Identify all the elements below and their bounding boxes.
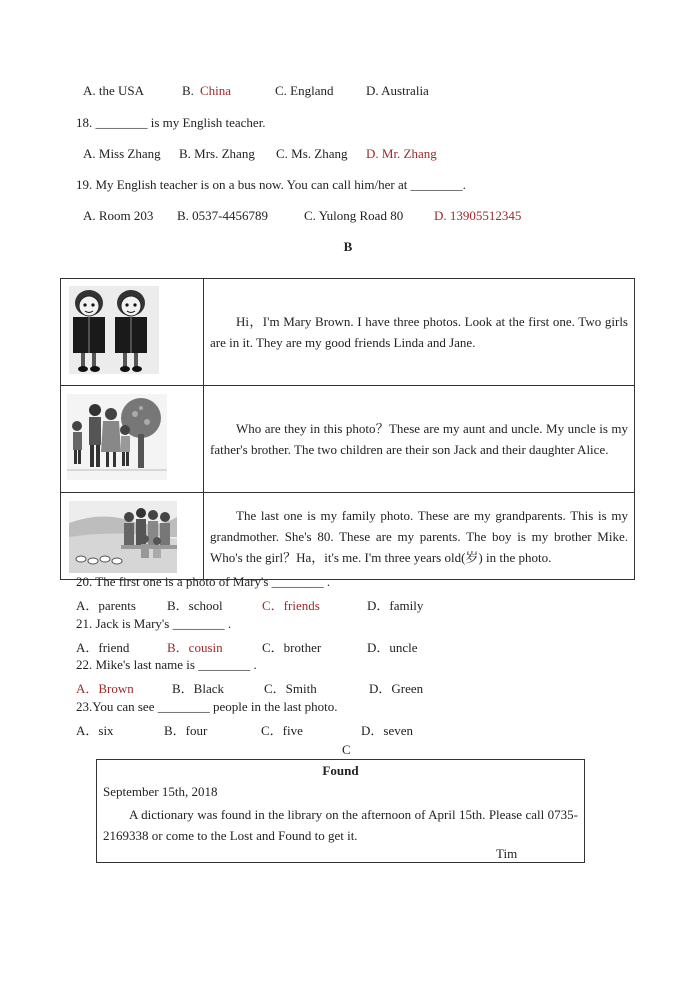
q19-option-b: B. 0537-4456789 (177, 208, 268, 223)
section-c-label: C (342, 742, 351, 757)
q22-option-c: C．Smith (264, 681, 317, 696)
q18-option-a: A. Miss Zhang (83, 146, 161, 161)
q18-option-c: C. Ms. Zhang (276, 146, 348, 161)
q17-option-b-letter: B. (182, 83, 194, 98)
q21-option-a: A．friend (76, 640, 130, 655)
q19-option-d: D. 13905512345 (434, 208, 522, 223)
photo-cell-2 (61, 386, 204, 493)
notice-signature: Tim (496, 846, 518, 861)
q17-option-a: A. the USA (83, 83, 145, 98)
q18-option-b: B. Mrs. Zhang (179, 146, 255, 161)
q23-option-c: C．five (261, 723, 303, 738)
q18-option-d: D. Mr. Zhang (366, 146, 437, 161)
photo-cell-3 (61, 493, 204, 580)
found-notice (96, 759, 585, 863)
q21-option-b: B．cousin (167, 640, 223, 655)
photo-cell-1 (61, 279, 204, 386)
family-photo-image (61, 493, 203, 575)
q23-option-d: D．seven (361, 723, 413, 738)
q21-option-d: D．uncle (367, 640, 418, 655)
q18-stem: 18. ________ is my English teacher. (76, 115, 266, 130)
photo-table (60, 278, 635, 580)
q19-option-c: C. Yulong Road 80 (304, 208, 404, 223)
q22-stem: 22. Mike's last name is ________ . (76, 657, 257, 672)
notice-body: A dictionary was found in the library on the afternoon of April 15th. Please call 0735-2169338 or come to the Lost and Found to get it. (103, 807, 578, 843)
notice-date: September 15th, 2018 (103, 784, 218, 799)
notice-title: Found (322, 763, 359, 778)
q20-option-c: C．friends (262, 598, 320, 613)
photo-2-text: Who are they in this photo？These are my aunt and uncle. My uncle is my father's brother. The two children are their son Jack and their daughter Alice. (204, 386, 635, 493)
section-b-label: B (343, 239, 353, 254)
q19-stem: 19. My English teacher is on a bus now. You can call him/her at ________. (76, 177, 466, 192)
photo-row-3 (61, 493, 635, 580)
q17-option-c: C. England (275, 83, 334, 98)
q21-stem: 21. Jack is Mary's ________ . (76, 616, 232, 631)
q23-option-b: B．four (164, 723, 208, 738)
q20-option-d: D．family (367, 598, 424, 613)
q22-option-b: B．Black (172, 681, 224, 696)
q20-option-a: A．parents (76, 598, 136, 613)
q21-option-c: C．brother (262, 640, 322, 655)
q22-option-a: A．Brown (76, 681, 134, 696)
q22-option-d: D．Green (369, 681, 424, 696)
q19-option-a: A. Room 203 (83, 208, 154, 223)
q23-option-a: A．six (76, 723, 114, 738)
photo-row-1 (61, 279, 635, 386)
q17-option-d: D. Australia (366, 83, 429, 98)
two-girls-reading-image (61, 279, 203, 381)
aunt-uncle-family-image (61, 386, 203, 488)
q17-option-b-answer: China (200, 83, 232, 98)
photo-3-text: The last one is my family photo. These are my grandparents. This is my grandmother. She's 80. These are my parents. The boy is my brother Mike. Who's the girl？Ha，it's me. I'm three years old(岁) in the photo. (204, 493, 635, 580)
q20-stem: 20. The first one is a photo of Mary's ________ . (76, 574, 331, 589)
photo-1-text: Hi，I'm Mary Brown. I have three photos. Look at the first one. Two girls are in it. They are my good friends Linda and Jane. (204, 279, 635, 386)
q20-option-b: B．school (167, 598, 223, 613)
photo-row-2 (61, 386, 635, 493)
q23-stem: 23.You can see ________ people in the last photo. (76, 699, 338, 714)
